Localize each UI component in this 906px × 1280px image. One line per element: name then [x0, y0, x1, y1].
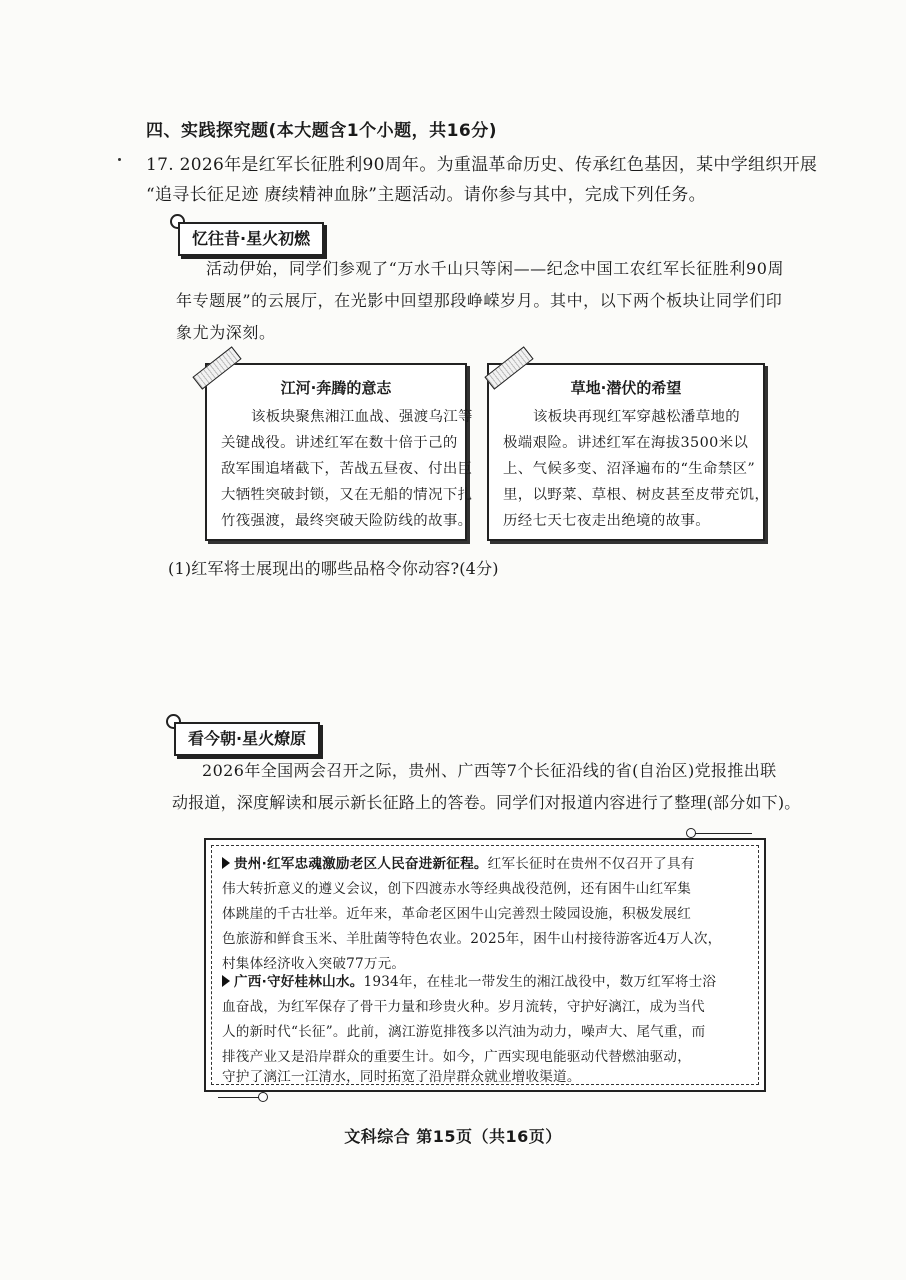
news-text: 血奋战，为红军保存了骨干力量和珍贵火种。岁月流转，守护好漓江，成为当代 [222, 999, 705, 1015]
intro-line-3: 象尤为深刻。 [176, 323, 276, 342]
card-title: 江河·奔腾的意志 [280, 379, 392, 397]
card-line: 该板块聚焦湘江血战、强渡乌江等 [251, 409, 473, 425]
news-headline: 广西·守好桂林山水。 [234, 974, 364, 990]
news-item-guangxi [222, 970, 716, 990]
intro-line-1: 活动伊始，同学们参观了“万水千山只等闲——纪念中国工农红军长征胜利90周 [206, 259, 785, 278]
card-line: 关键战役。讲述红军在数十倍于己的 [221, 435, 458, 451]
card-line: 上、气候多变、沼泽遍布的“生命禁区” [503, 461, 756, 477]
card-line: 敌军围追堵截下，苦战五昼夜、付出巨 [221, 461, 473, 477]
decor-line [692, 833, 752, 834]
ring-icon [258, 1092, 268, 1102]
news-text: 体跳崖的千古壮举。近年来，革命老区困牛山完善烈士陵园设施，积极发展红 [222, 906, 691, 922]
card-line: 竹筏强渡，最终突破天险防线的故事。 [221, 513, 473, 529]
news-item-guizhou [222, 852, 695, 872]
card-line: 里，以野菜、草根、树皮甚至皮带充饥， [503, 487, 770, 503]
news-text: 色旅游和鲜食玉米、羊肚菌等特色农业。2025年，困牛山村接待游客近4万人次， [222, 931, 722, 947]
sub-question-1: (1)红军将士展现出的哪些品格令你动容?(4分) [168, 559, 499, 578]
page-footer: 文科综合 第15页（共16页） [344, 1127, 562, 1146]
news-text: 伟大转折意义的遵义会议，创下四渡赤水等经典战役范例，还有困牛山红军集 [222, 881, 691, 897]
arrow-right-icon [222, 857, 230, 869]
exhibit-card-river [205, 363, 473, 541]
news-text: 守护了漓江一江清水，同时拓宽了沿岸群众就业增收渠道。 [222, 1069, 581, 1085]
intro-line-2: 年专题展”的云展厅，在光影中回望那段峥嵘岁月。其中，以下两个板块让同学们印 [176, 291, 783, 310]
margin-dot [118, 158, 121, 161]
present-line-1: 2026年全国两会召开之际，贵州、广西等7个长征沿线的省(自治区)党报推出联 [202, 761, 777, 780]
news-headline: 贵州·红军忠魂激励老区人民奋进新征程。 [234, 856, 488, 872]
section-title: 四、实践探究题(本大题含1个小题，共16分) [146, 121, 498, 141]
arrow-right-icon [222, 975, 230, 987]
question-line-1: 17. 2026年是红军长征胜利90周年。为重温革命历史、传承红色基因，某中学组织开展 [146, 155, 818, 175]
card-line: 极端艰险。讲述红军在海拔3500米以 [503, 435, 749, 451]
news-text: 红军长征时在贵州不仅召开了具有 [487, 856, 695, 872]
card-title: 草地·潜伏的希望 [570, 379, 682, 397]
card-line: 该板块再现红军穿越松潘草地的 [533, 409, 741, 425]
news-text: 1934年，在桂北一带发生的湘江战役中，数万红军将士浴 [363, 974, 717, 990]
section-tag-present: 看今朝·星火燎原 [174, 722, 320, 756]
card-line: 历经七天七夜走出绝境的故事。 [503, 513, 711, 529]
ring-icon [686, 828, 696, 838]
card-line: 大牺牲突破封锁，又在无船的情况下扎 [221, 487, 473, 503]
news-text: 人的新时代“长征”。此前，漓江游览排筏多以汽油为动力，噪声大、尾气重，而 [222, 1024, 706, 1040]
exhibit-card-grassland [487, 363, 770, 541]
news-text: 村集体经济收入突破77万元。 [222, 956, 406, 972]
question-line-2: “追寻长征足迹 赓续精神血脉”主题活动。请你参与其中，完成下列任务。 [146, 185, 706, 205]
present-line-2: 动报道，深度解读和展示新长征路上的答卷。同学们对报道内容进行了整理(部分如下)。 [172, 793, 801, 812]
news-text: 排筏产业又是沿岸群众的重要生计。如今，广西实现电能驱动代替燃油驱动， [222, 1049, 691, 1065]
section-tag-past: 忆往昔·星火初燃 [178, 222, 324, 256]
